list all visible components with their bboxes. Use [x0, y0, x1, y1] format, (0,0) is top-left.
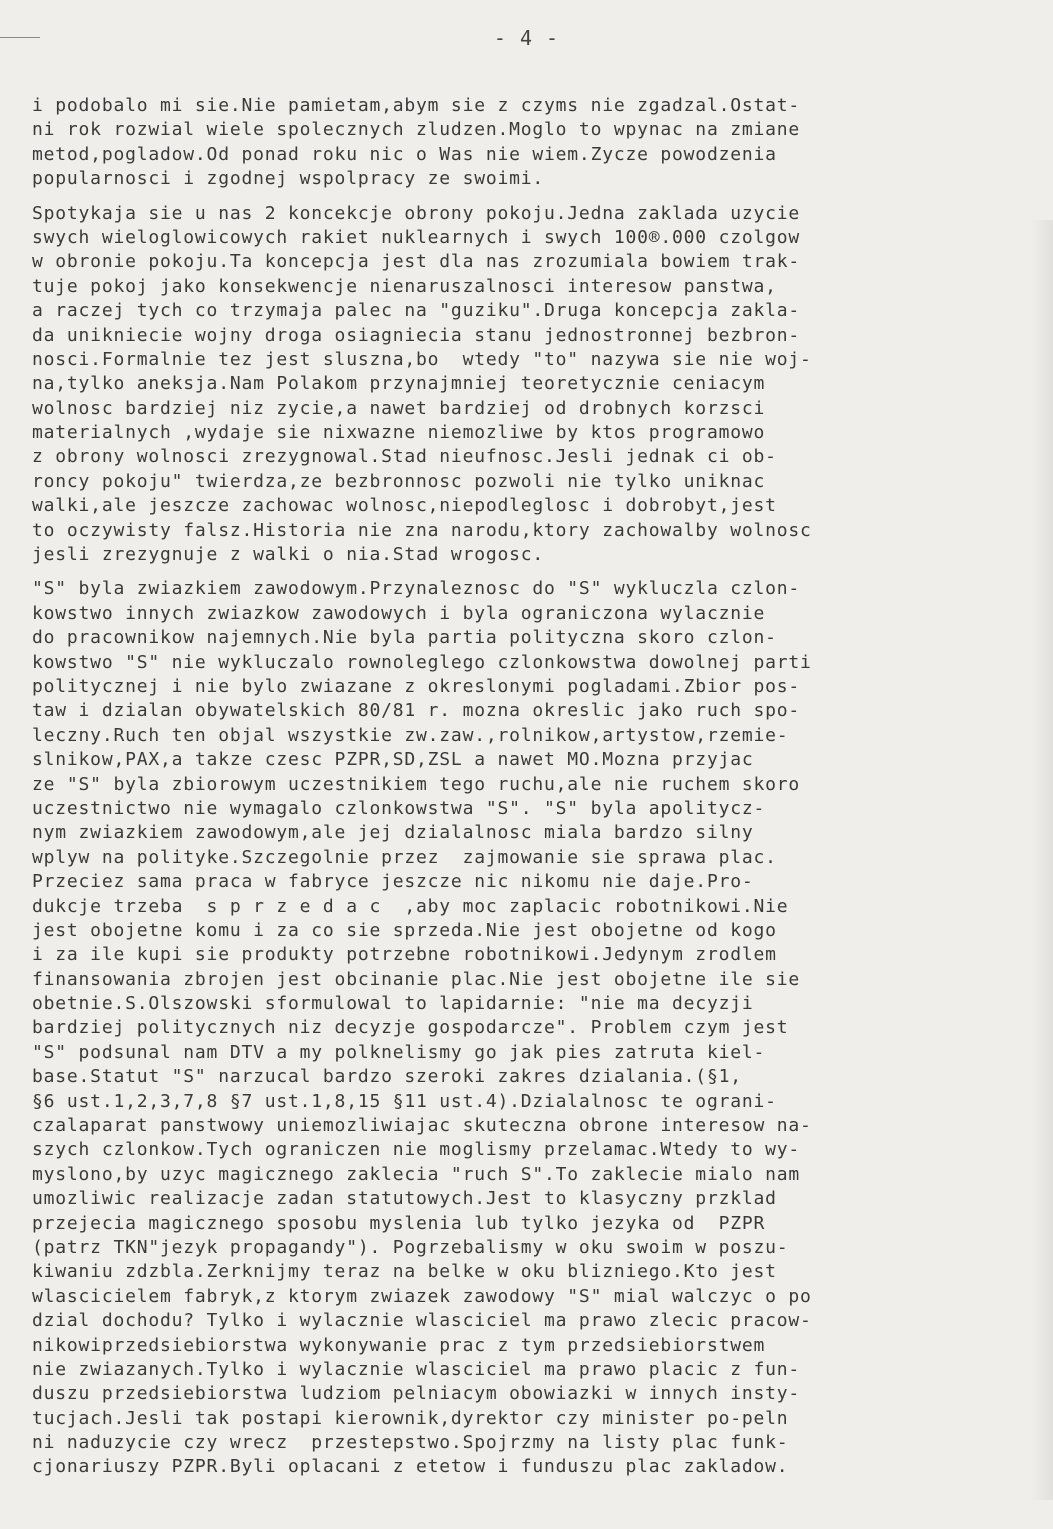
text-line: "S" podsunal nam DTV a my polknelismy go jak pies zatruta kiel- [32, 1041, 766, 1063]
text-line: walki,ale jeszcze zachowac wolnosc,niepodleglosc i dobrobyt,jest [32, 495, 777, 517]
text-line: ni rok rozwial wiele spolecznych zludzen.Moglo to wpynac na zmiane [32, 119, 801, 141]
text-line: obetnie.S.Olszowski sformulowal to lapidarnie: "nie ma decyzji [32, 993, 754, 1015]
text-line: nosci.Formalnie tez jest sluszna,bo wtedy "to" nazywa sie nie woj- [32, 348, 812, 370]
text-line: base.Statut "S" narzucal bardzo szeroki zakres dzialania.(§1, [32, 1066, 742, 1088]
text-line: do pracownikow najemnych.Nie byla partia polityczna skoro czlon- [32, 627, 777, 649]
text-line: taw i dzialan obywatelskich 80/81 r. mozna okreslic jako ruch spo- [32, 700, 801, 722]
text-line: dukcje trzeba s p r z e d a c ,aby moc zaplacic robotnikowi.Nie [32, 895, 789, 917]
text-line: nie zwiazanych.Tylko i wylacznie wlasciciel ma prawo placic z fun- [32, 1358, 801, 1380]
text-line: Przeciez sama praca w fabryce jeszcze nic nikomu nie daje.Pro- [32, 871, 754, 893]
text-line: przejecia magicznego sposobu myslenia lub tylko jezyka od PZPR [32, 1212, 766, 1234]
paragraph [32, 202, 1032, 568]
page-number: - 4 - [493, 26, 560, 50]
document-body [32, 94, 1032, 1490]
text-line: myslono,by uzyc magicznego zaklecia "ruch S".To zaklecie mialo nam [32, 1163, 801, 1185]
text-line: dzial dochodu? Tylko i wylacznie wlasciciel ma prawo zlecic pracow- [32, 1310, 812, 1332]
text-line: tucjach.Jesli tak postapi kierownik,dyrektor czy minister po-peln [32, 1407, 789, 1429]
text-line: ze "S" byla zbiorowym uczestnikiem tego ruchu,ale nie ruchem skoro [32, 773, 801, 795]
text-line: kiwaniu zdzbla.Zerknijmy teraz na belke w oku blizniego.Kto jest [32, 1261, 777, 1283]
text-line: popularnosci i zgodnej wspolpracy ze swoimi. [32, 168, 545, 190]
text-line: a raczej tych co trzymaja palec na "guziku".Druga koncepcja zakla- [32, 300, 801, 322]
text-line: §6 ust.1,2,3,7,8 §7 ust.1,8,15 §11 ust.4).Dzialalnosc te ograni- [32, 1090, 777, 1112]
text-line: czalaparat panstwowy uniemozliwiajac skuteczna obrone interesow na- [32, 1115, 812, 1137]
text-line: umozliwic realizacje zadan statutowych.Jest to klasyczny przklad [32, 1188, 777, 1210]
text-line: kowstwo innych zwiazkow zawodowych i byla ograniczona wylacznie [32, 602, 766, 624]
text-line: to oczywisty falsz.Historia nie zna narodu,ktory zachowalby wolnosc [32, 519, 812, 541]
paragraph [32, 94, 1032, 192]
text-line: materialnych ,wydaje sie nixwazne niemozliwe by ktos programowo [32, 422, 766, 444]
text-line: nikowiprzedsiebiorstwa wykonywanie prac z tym przedsiebiorstwem [32, 1334, 766, 1356]
text-line: z obrony wolnosci zrezygnowal.Stad nieufnosc.Jesli jednak ci ob- [32, 446, 777, 468]
text-line: slnikow,PAX,a takze czesc PZPR,SD,ZSL a nawet MO.Mozna przyjac [32, 749, 754, 771]
text-line: "S" byla zwiazkiem zawodowym.Przynaleznosc do "S" wykluczla czlon- [32, 578, 801, 600]
paper-edge-shadow [1031, 220, 1053, 1500]
text-line: da unikniecie wojny droga osiagniecia stanu jednostronnej bezbron- [32, 324, 801, 346]
text-line: i za ile kupi sie produkty potrzebne robotnikowi.Jedynym zrodlem [32, 944, 777, 966]
text-line: na,tylko aneksja.Nam Polakom przynajmniej teoretycznie ceniacym [32, 373, 766, 395]
text-line: wolnosc bardziej niz zycie,a nawet bardziej od drobnych korzsci [32, 397, 766, 419]
text-line: jest obojetne komu i za co sie sprzeda.Nie jest obojetne od kogo [32, 919, 777, 941]
paragraph [32, 577, 1032, 1479]
text-line: (patrz TKN"jezyk propagandy"). Pogrzebalismy w oku swoim w poszu- [32, 1236, 789, 1258]
text-line: Spotykaja sie u nas 2 koncekcje obrony pokoju.Jedna zaklada uzycie [32, 202, 801, 224]
text-line: jesli zrezygnuje z walki o nia.Stad wrogosc. [32, 544, 545, 566]
text-line: szych czlonkow.Tych ograniczen nie moglismy przelamac.Wtedy to wy- [32, 1139, 801, 1161]
text-line: tuje pokoj jako konsekwencje nienaruszalnosci interesow panstwa, [32, 275, 777, 297]
text-line: wlascicielem fabryk,z ktorym zwiazek zawodowy "S" mial walczyc o po [32, 1285, 812, 1307]
text-line: ni naduzycie czy wrecz przestepstwo.Spojrzmy na listy plac funk- [32, 1432, 789, 1454]
text-line: kowstwo "S" nie wykluczalo rownoleglego czlonkowstwa dowolnej parti [32, 651, 812, 673]
text-line: wplyw na polityke.Szczegolnie przez zajmowanie sie sprawa plac. [32, 846, 777, 868]
text-line: metod,pogladow.Od ponad roku nic o Was nie wiem.Zycze powodzenia [32, 143, 777, 165]
text-line: bardziej politycznych niz decyzje gospodarcze". Problem czym jest [32, 1017, 789, 1039]
text-line: cjonariuszy PZPR.Byli oplacani z etetow i funduszu plac zakladow. [32, 1456, 789, 1478]
text-line: uczestnictwo nie wymagalo czlonkowstwa "S". "S" byla apolitycz- [32, 797, 766, 819]
text-line: duszu przedsiebiorstwa ludziom pelniacym obowiazki w innych insty- [32, 1383, 801, 1405]
text-line: roncy pokoju" twierdza,ze bezbronnosc pozwoli nie tylko uniknac [32, 470, 766, 492]
text-line: finansowania zbrojen jest obcinanie plac.Nie jest obojetne ile sie [32, 968, 801, 990]
text-line: i podobalo mi sie.Nie pamietam,abym sie z czyms nie zgadzal.Ostat- [32, 95, 801, 116]
text-line: politycznej i nie bylo zwiazane z okreslonymi pogladami.Zbior pos- [32, 675, 801, 697]
text-line: nym zwiazkiem zawodowym,ale jej dzialalnosc miala bardzo silny [32, 822, 754, 844]
text-line: leczny.Ruch ten objal wszystkie zw.zaw.,rolnikow,artystow,rzemie- [32, 724, 789, 746]
text-line: w obronie pokoju.Ta koncepcja jest dla nas zrozumiala bowiem trak- [32, 251, 801, 273]
text-line: swych wieloglowicowych rakiet nuklearnych i swych 100®.000 czolgow [32, 226, 801, 248]
